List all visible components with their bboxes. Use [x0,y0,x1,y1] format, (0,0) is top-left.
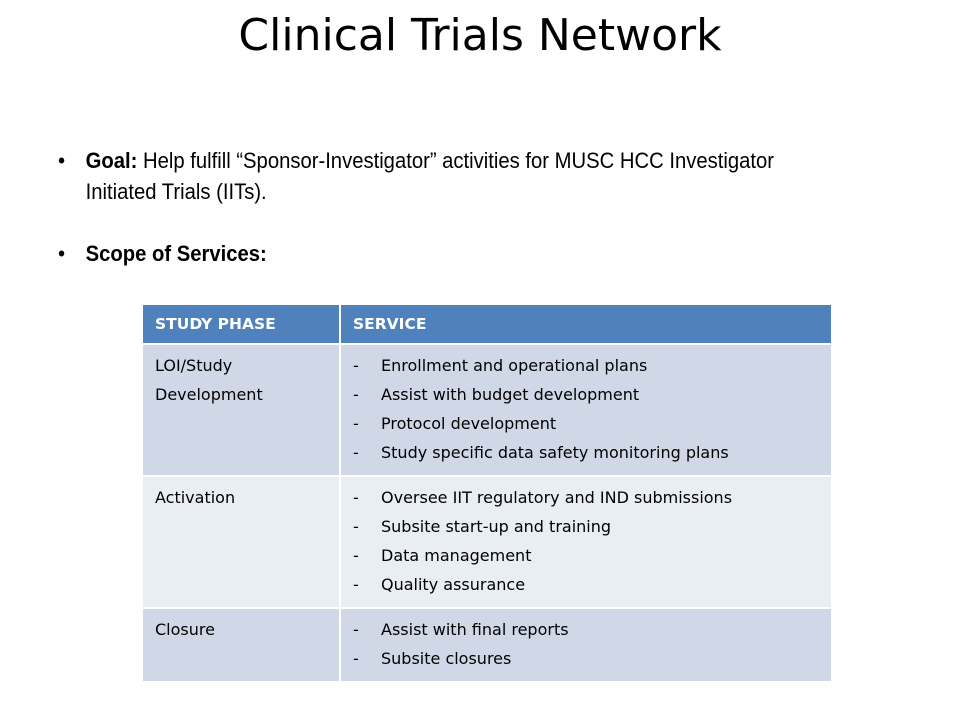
dash-marker: - [353,575,359,594]
header-service: SERVICE [340,305,831,344]
service-item [353,483,819,512]
service-text: Quality assurance [381,575,526,594]
bullet-goal [58,145,849,207]
service-text: Study specific data safety monitoring plans [381,443,729,462]
bullet-dot-icon: • [58,148,66,173]
service-text: Assist with final reports [381,620,569,639]
service-text: Data management [381,546,532,565]
table-row [143,344,831,476]
service-item [353,615,819,644]
service-text: Enrollment and operational plans [381,356,648,375]
service-text: Assist with budget development [381,385,640,404]
service-item [353,409,819,438]
service-item [353,644,819,673]
service-text: Protocol development [381,414,557,433]
service-item [353,512,819,541]
phase-cell [143,608,340,681]
goal-label: Goal: [85,148,138,173]
dash-marker: - [353,488,359,507]
table-header-row [143,305,831,344]
scope-label: Scope of Services: [85,241,267,266]
dash-marker: - [353,414,359,433]
bullet-scope [58,238,849,269]
service-text: Subsite closures [381,649,512,668]
service-cell [340,476,831,608]
dash-marker: - [353,546,359,565]
dash-marker: - [353,517,359,536]
service-cell [340,608,831,681]
table-row [143,608,831,681]
dash-marker: - [353,385,359,404]
service-item [353,380,819,409]
phase-cell [143,476,340,608]
goal-text: Help fulfill “Sponsor-Investigator” activities for MUSC HCC Investigator Initiated Trials (IITs). [85,148,774,204]
dash-marker: - [353,356,359,375]
slide-title: Clinical Trials Network [238,10,722,61]
service-item [353,570,819,599]
service-item [353,541,819,570]
bullet-dot-icon: • [58,241,66,266]
dash-marker: - [353,649,359,668]
header-study-phase: STUDY PHASE [143,305,340,344]
service-text: Subsite start-up and training [381,517,612,536]
phase-label: Closure [155,620,215,639]
service-text: Oversee IIT regulatory and IND submissions [381,488,733,507]
phase-cell [143,344,340,476]
table-body [143,344,831,681]
scope-of-services-table [143,305,831,681]
table-row [143,476,831,608]
phase-label: Activation [155,488,236,507]
dash-marker: - [353,620,359,639]
phase-label: LOI/Study Development [155,356,263,404]
bullet-list [58,145,858,269]
service-cell [340,344,831,476]
service-item [353,438,819,467]
service-item [353,351,819,380]
dash-marker: - [353,443,359,462]
